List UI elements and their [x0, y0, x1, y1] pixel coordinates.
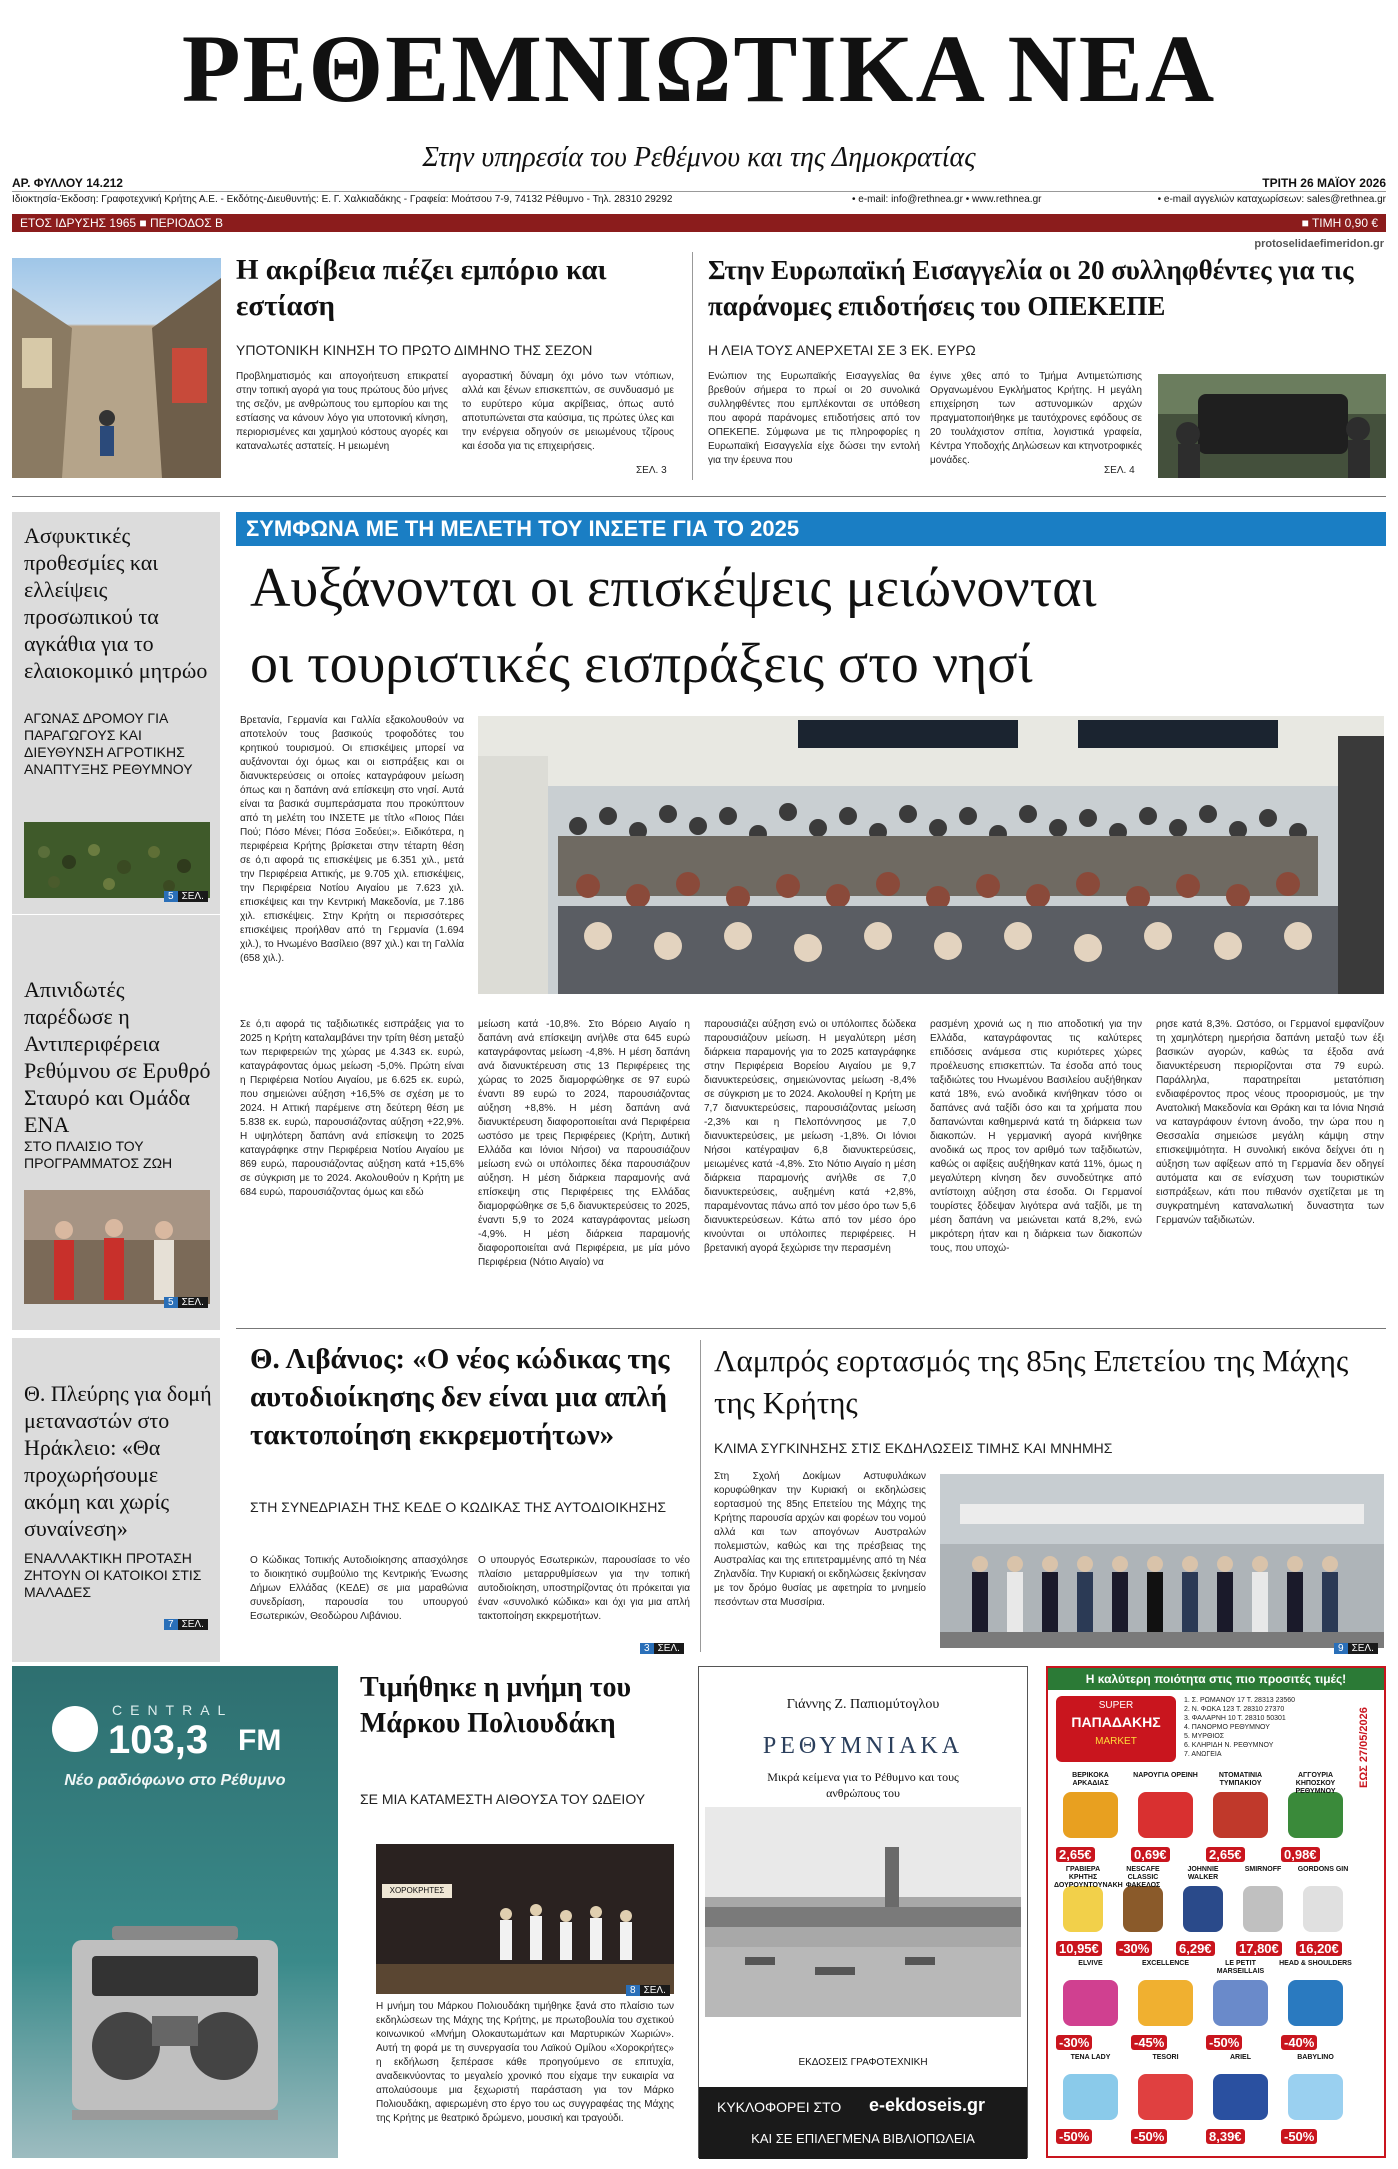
page-number: 8	[626, 1985, 640, 1996]
divider	[692, 252, 693, 480]
radio-brand: CENTRAL	[112, 1702, 234, 1718]
book-publisher: ΕΚΔΟΣΕΙΣ ΓΡΑΦΟΤΕΧΝΙΚΗ	[798, 2057, 928, 2068]
market-ad	[1046, 1666, 1386, 2158]
book-author: Γιάννης Ζ. Παπιομύτογλου	[786, 1697, 940, 1712]
product-card	[1279, 1960, 1352, 2052]
top-right-ref: ΣΕΛ. 4	[1104, 465, 1135, 476]
ceremony-photo	[940, 1474, 1384, 1648]
product-name: TENA LADY	[1070, 2054, 1111, 2061]
mid-left-page-ref	[640, 1636, 684, 1656]
product-card	[1129, 1960, 1202, 2052]
lead-headline-line1: Αυξάνονται οι επισκέψεις μειώνονται	[250, 557, 1097, 619]
product-image	[1063, 2074, 1118, 2120]
lead-col2: μείωση κατά -10,8%. Στο Βόρειο Αιγαίο η δαπάνη ανά επίσκεψη ανήλθε στα 645 ευρώ καταγράφοντας μείωση -4,8%. Η μέση δαπάνη ανά διανυκτέρευση στις 13 Περιφέρειες της χώρας το 2025 διαμορφώθηκε σε 97 ευρώ έναντι 89 ευρώ το 2024, παρουσιάζοντας αύξηση +8,8%. Η μέση δαπάνη ανά διανυκτέρευση διαφοροποιείται ανά Περιφέρεια ωστόσο με τρεις Περιφέρειες (Κρήτη, Δυτική Ελλάδα και Ιόνιοι Νήσοι) να παρουσιάζουν μείωση ενώ οι υπόλοιπες δέκα παρουσιάζουν αύξηση. Η μέση διάρκεια παραμονής ανά επίσκεψη στις Περιφέρειες της Ελλάδας διαμορφώθηκε σε 5,6 διανυκτερεύσεις το 2025, έναντι 5,9 το 2024 καταγράφοντας μείωση -4,9%. Η μέση διάρκεια παραμονής διαφοροποιείται ανά Περιφέρεια, με μία μόνο Περιφέρεια (Νότιο Αιγαίο) να	[478, 1019, 690, 1268]
product-price: -40%	[1281, 2035, 1317, 2050]
mid-left-col2: Ο υπουργός Εσωτερικών, παρουσίασε το νέο πλαίσιο μεταρρυθμίσεων για την τοπική αυτοδιοίκηση, υποστηρίζοντας ότι πρόκειται για έναν «συνολικό κώδικα» και όχι για μια απλή τακτοποίηση εκκρεμοτήτων.	[478, 1555, 690, 1622]
product-price: -45%	[1131, 2035, 1167, 2050]
stage-banner: ΧΟΡΟΚΡΗΤΕΣ	[382, 1884, 452, 1898]
market-logo	[1056, 1696, 1176, 1762]
product-card	[1174, 1866, 1232, 1958]
product-image	[1303, 1886, 1343, 1932]
market-stores	[1184, 1696, 1364, 1759]
meta-row-bottom	[12, 194, 1386, 210]
market-banner: Η καλύτερη ποιότητα στις πιο προσιτές τιμές!	[1048, 1668, 1384, 1690]
lead-col1: Σε ό,τι αφορά τις ταξιδιωτικές εισπράξεις για το 2025 η Κρήτη καταλαμβάνει την τρίτη θέση μεταξύ των περιφερειών της χώρας με 4.343 εκ. ευρώ, καταγράφοντας όμως μείωση -5,0%. Πρώτη είναι η Περιφέρεια Νοτίου Αιγαίου, με 6.625 εκ. ευρώ, που σημειώνει αύξηση +16,5% σε σχέση με το 2024. Η Αττική παρέμεινε στη δεύτερη θέση με 5.838 εκ. ευρώ, παρουσιάζοντας αύξηση +22,9%. Η υψηλότερη δαπάνη ανά επίσκεψη το 2025 καταγράφηκε στην Περιφέρεια Νοτίου Αιγαίου με 869 ευρώ, παρουσιάζοντας αύξηση κατά +15,6% σε σύγκριση με το 2024. Ακολουθούν η Κρήτη με 684 ευρώ, παρουσιάζοντας όμως και εδώ	[240, 1019, 464, 1198]
radio-set-icon	[62, 1926, 288, 2126]
book-site-link[interactable]: e-ekdoseis.gr	[869, 2095, 986, 2115]
product-card	[1129, 1772, 1202, 1864]
memory-kicker: ΣΕ ΜΙΑ ΚΑΤΑΜΕΣΤΗ ΑΙΘΟΥΣΑ ΤΟΥ ΩΔΕΙΟΥ	[360, 1791, 646, 1807]
store-line: 7. ΑΝΩΓΕΙΑ	[1184, 1751, 1222, 1758]
product-card	[1204, 1960, 1277, 2052]
sidebar-item-2-kicker: ΣΤΟ ΠΛΑΙΣΙΟ ΤΟΥ ΠΡΟΓΡΑΜΜΑΤΟΣ ΖΩΗ	[24, 1138, 173, 1171]
divider	[12, 914, 220, 915]
product-image	[1288, 1792, 1343, 1838]
product-image	[1213, 1792, 1268, 1838]
market-brand: ΠΑΠΑΔΑΚΗΣ	[1071, 1714, 1161, 1730]
product-image	[1288, 2074, 1343, 2120]
product-price: 0,98€	[1281, 1847, 1320, 1862]
radio-tagline: Νέο ραδιόφωνο στο Ρέθυμνο	[64, 1772, 286, 1789]
mid-right-col1: Στη Σχολή Δοκίμων Αστυφυλάκων κορυφώθηκαν την Κυριακή οι εκδηλώσεις εορτασμού της 85ης Επετείου της Μάχης της Κρήτης παρουσία αρχών και φορέων του νομού αλλά και των απογόνων Αυστραλών πολεμιστών, καθώς και της πρέσβειας της Αυστραλίας και της επιτετραμμένης από τη Νέα Ζηλανδία. Την Κυριακή οι εκδηλώσεις ξεκίνησαν με τον δρόμο θυσίας με αφετηρία το μνημείο πεσόντων στα Μυσσίρια.	[714, 1471, 926, 1608]
memory-page-ref	[626, 1978, 670, 1998]
divider	[12, 496, 1386, 497]
masthead-subtitle: Στην υπηρεσία του Ρεθέμνου και της Δημοκρατίας	[422, 142, 976, 173]
product-card	[1054, 1772, 1127, 1864]
masthead-title: ΡΕΘΕΜΝΙΩΤΙΚΑ ΝΕΑ	[181, 15, 1217, 122]
product-image	[1138, 2074, 1193, 2120]
product-name: GORDONS GIN	[1297, 1866, 1349, 1873]
book-ad	[698, 1666, 1028, 2158]
product-image	[1213, 1980, 1268, 2026]
source-text: protoselidaefimeridon.gr	[1254, 238, 1384, 250]
police-photo	[1158, 374, 1386, 478]
product-name: ΝΤΟΜΑΤΙΝΙΑ ΤΥΜΠΑΚΙΟΥ	[1218, 1772, 1263, 1787]
product-image	[1138, 1792, 1193, 1838]
mid-right-page-ref	[1334, 1636, 1378, 1656]
lead-intro: Βρετανία, Γερμανία και Γαλλία εξακολουθούν να αποτελούν τους βασικούς τροφοδότες του κρητικού τουρισμού. Οι επισκέψεις μπορεί να αυξάνονται όχι όμως και οι εισπράξεις και οι διανυκτερεύσεις οι οποίες καταγράφουν μείωση όπως και η δαπάνη ανά επίσκεψη στο νησί. Αυτά είναι τα βασικά συμπεράσματα που προκύπτουν από τη μελέτη του ΙΝΣΕΤΕ με τίτλο «Ποιος Πάει Πού; Πόσο Μένει; Πόσα Ξοδεύει;». Ειδικότερα, η περιφέρεια Κρήτης βρίσκεται στην τέταρτη θέση σε ό,τι αφορά τις επισκέψεις με 6.351 χιλ., μετά την Περιφέρεια Αττικής, με 9.705 χιλ. επισκέψεις, την Περιφέρεια Νοτίου Αιγαίου με 7.623 χιλ. επισκέψεις και την Κεντρική Μακεδονία, με 7.186 χιλ. επισκέψεις. Στην Κρήτη οι περισσότερες επισκέψεις προήλθαν από τη Γερμανία (1.694 χιλ.), το Ηνωμένο Βασίλειο (897 χιλ.) και τη Γαλλία (658 χιλ.).	[240, 715, 464, 964]
product-image	[1138, 1980, 1193, 2026]
founded-bar	[12, 214, 1386, 232]
publisher-info: Ιδιοκτησία-Έκδοση: Γραφοτεχνική Κρήτης Α.Ε. - Εκδότης-Διευθυντής: Ε. Γ. Χαλκιαδάκης - Γραφεία: Μοάτσου 7-9, 74132 Ρέθυμνο - Τηλ. 28310 29292	[12, 194, 673, 205]
product-price: 2,65€	[1056, 1847, 1095, 1862]
store-line: 2. Ν. ΦΩΚΑ 123 Τ. 28310 27370	[1184, 1706, 1285, 1713]
memory-body: Η μνήμη του Μάρκου Πολιουδάκη τιμήθηκε ξανά στο πλαίσιο των εκδηλώσεων της Μάχης της Κρήτης, με πρωτοβουλία του σχετικού κοινωνικού «Μνήμη Ολοκαυτωμάτων και Μαρτυρικών Χωριών». Αυτή τη φορά με τη συνεργασία του Λαϊκού Ομίλου «Χοροκρήτες» η εκδήλωση ξεπέρασε κάθε προηγούμενο σε επιτυχία, αναδεικνύοντας το μεγαλείο χρονικό που είχαμε την ευκαιρία να απολαύσουμε μια ξεχωριστή παράσταση για τον Μάρκο Πολιουδάκη, αφιερωμένη στο έργο του ως συγγραφέας της Μάχης της Κρήτης με θεατρικό δρώμενο, μουσική και τραγούδι.	[376, 2001, 674, 2124]
product-name: LE PETIT MARSEILLAIS	[1216, 1960, 1265, 1975]
product-image	[1063, 1980, 1118, 2026]
store-line: 3. ΦΑΛΑΡΝΗ 10 Τ. 28310 50301	[1184, 1715, 1286, 1722]
product-price: -50%	[1281, 2129, 1317, 2144]
product-price: -50%	[1056, 2129, 1092, 2144]
memory-headline: Τιμήθηκε η μνήμη του Μάρκου Πολιουδάκη	[360, 1672, 632, 1739]
sidebar-item-1-page-ref	[164, 884, 208, 904]
product-card	[1234, 1866, 1292, 1958]
product-image	[1213, 2074, 1268, 2120]
defibrillator-photo	[24, 1190, 210, 1304]
radio-fm: FM	[238, 1724, 282, 1757]
book-subtitle: Μικρά κείμενα για το Ρέθυμνο και τους ανθρώπους του	[767, 1770, 959, 1800]
product-card	[1204, 2054, 1277, 2146]
issue-number: ΑΡ. ΦΥΛΛΟΥ 14.212	[12, 176, 123, 190]
sidebar-item-3-title: Θ. Πλεύρης για δομή μεταναστών στο Ηράκλειο: «Θα προχωρήσουμε ακόμη και χωρίς συναίνεση»	[24, 1381, 212, 1541]
product-price: 16,20€	[1296, 1941, 1342, 1956]
sidebar-item-3-page-ref	[164, 1612, 208, 1632]
top-right-kicker: Η ΛΕΙΑ ΤΟΥΣ ΑΝΕΡΧΕΤΑΙ ΣΕ 3 ΕΚ. ΕΥΡΩ	[708, 342, 976, 358]
divider	[236, 1328, 1386, 1329]
top-left-headline: Η ακρίβεια πιέζει εμπόριο και εστίαση	[236, 254, 607, 322]
top-left-ref: ΣΕΛ. 3	[636, 465, 667, 476]
product-name: ΓΡΑΒΙΕΡΑ ΚΡΗΤΗΣ ΔΟΥΡΟΥΝΤΟΥΝΑΚΗ	[1054, 1866, 1123, 1889]
lead-col3: παρουσιάζει αύξηση ενώ οι υπόλοιπες δώδεκα παρουσιάζουν μείωση. Η μεγαλύτερη μέση διάρκεια παραμονής για το 2025 καταγράφηκε στην Περιφέρεια Βορείου Αιγαίου με 9,7 διανυκτερεύσεις, σημειώνοντας μείωση -8,4% σε σύγκριση με το 2024. Ακολουθεί η Κρήτη με 7,7 διανυκτερεύσεις, παρουσιάζοντας μείωση -2,3% και η Πελοπόννησος με 7,0 διανυκτερεύσεις, με μείωση -1,8%. Οι Ιόνιοι Νήσοι κατέγραψαν 6,8 διανυκτερεύσεις, μειωμένες κατά -4,8%. Στο Νότιο Αιγαίο η μέση διάρκεια παραμονής ανήλθε σε 7,0 διανυκτερεύσεις, αυξημένη κατά +2,8%, παραμένοντας πάνω από τον μέσο όρο των 5,6 διανυκτερεύσεων. Κάτω από τον μέσο όρο κινούνται οι υπόλοιπες περιφέρειες. Η βρετανική αγορά ξεχώρισε την περασμένη	[704, 1019, 916, 1254]
radio-ad	[12, 1666, 338, 2158]
page-label: ΣΕΛ.	[178, 1619, 208, 1630]
sidebar-item-1-title: Ασφυκτικές προθεσμίες και ελλείψεις προσωπικού τα αγκάθια για το ελαιοκομικό μητρώο	[24, 523, 208, 683]
sidebar-item-1-kicker: ΑΓΩΝΑΣ ΔΡΟΜΟΥ ΓΙΑ ΠΑΡΑΓΩΓΟΥΣ ΚΑΙ ΔΙΕΥΘΥΝΣΗ ΑΓΡΟΤΙΚΗΣ ΑΝΑΠΤΥΞΗΣ ΡΕΘΥΜΝΟΥ	[24, 710, 193, 777]
radio-logo-icon	[52, 1706, 98, 1752]
product-price: 2,65€	[1206, 1847, 1245, 1862]
founded-text: ΕΤΟΣ ΙΔΡΥΣΗΣ 1965 ■ ΠΕΡΙΟΔΟΣ Β	[20, 216, 223, 230]
price-text: ■ ΤΙΜΗ 0,90 €	[1301, 216, 1378, 230]
store-line: 1. Σ. ΡΩΜΑΝΟΥ 17 Τ. 28313 23560	[1184, 1697, 1296, 1704]
page-number: 7	[164, 1619, 178, 1630]
top-right-col1: Ενώπιον της Ευρωπαϊκής Εισαγγελίας θα βρεθούν σήμερα το πρωί οι 20 συνολικά συλληφθέντες που εμπλέκονται σε υπόθεση που αφορά παράνομες επιδοτήσεις από τον ΟΠΕΚΕΠΕ. Σύμφωνα με τις πληροφορίες η Ευρωπαϊκή Εισαγγελία είχε δώσει την εντολή για την έρευνα που	[708, 371, 920, 466]
product-card	[1204, 1772, 1277, 1864]
top-right-col2: έγινε χθες από το Τμήμα Αντιμετώπισης Οργανωμένου Εγκλήματος Κρήτης. Η μεγάλη επιχείρηση των αστυνομικών αρχών πραγματοποιήθηκε με ταυτόχρονες εφόδους σε 20 τουλάχιστον σπίτια, λογιστικά γραφεία, Κέντρα Υποδοχής Δηλώσεων και κτηνοτροφικές μονάδες.	[930, 371, 1142, 466]
product-image	[1123, 1886, 1163, 1932]
airport-crowd-photo	[478, 716, 1384, 994]
market-super: SUPER	[1098, 1700, 1134, 1711]
product-name: BABYLINO	[1297, 2054, 1334, 2061]
divider	[12, 1330, 220, 1338]
mid-left-headline: Θ. Λιβάνιος: «Ο νέος κώδικας της αυτοδιοίκησης δεν είναι μια απλή τακτοποίηση εκκρεμοτήτων»	[250, 1343, 670, 1451]
store-line: 4. ΠΑΝΟΡΜΟ ΡΕΘΥΜΝΟΥ	[1184, 1724, 1270, 1731]
lead-headline-line2: οι τουριστικές εισπράξεις στο νησί	[250, 633, 1033, 695]
mid-right-kicker: ΚΛΙΜΑ ΣΥΓΚΙΝΗΣΗΣ ΣΤΙΣ ΕΚΔΗΛΩΣΕΙΣ ΤΙΜΗΣ ΚΑΙ ΜΝΗΜΗΣ	[714, 1440, 1113, 1456]
product-name: ELVIVE	[1078, 1960, 1103, 1967]
product-price: 17,80€	[1236, 1941, 1282, 1956]
theater-photo	[376, 1844, 674, 1994]
product-card	[1054, 1960, 1127, 2052]
book-available-label: ΚΥΚΛΟΦΟΡΕΙ ΣΤΟ	[717, 2099, 842, 2115]
product-card	[1054, 2054, 1127, 2146]
product-card	[1114, 1866, 1172, 1958]
product-image	[1288, 1980, 1343, 2026]
product-card	[1279, 1772, 1352, 1864]
page-number: 5	[164, 1297, 178, 1308]
product-price: -50%	[1131, 2129, 1167, 2144]
product-name: HEAD & SHOULDERS	[1279, 1960, 1352, 1967]
product-name: ARIEL	[1230, 2054, 1251, 2061]
lead-col4: ρασμένη χρονιά ως η πιο αποδοτική για την Ελλάδα, καταγράφοντας τις καλύτερες επιδόσεις ανάμεσα στις κυριότερες χώρες προέλευσης επισκεπτών. Τα έσοδα από τους ταξιδιώτες του Ηνωμένου Βασιλείου αυξήθηκαν κατά 18%, ενώ ανοδικά κινήθηκαν τόσο οι δαπάνες ανά ταξίδι όσο και τα χρήματα που δαπανώνται καθημερινά κατά τη διάρκεια των διακοπών. Η γερμανική αγορά κινήθηκε ανοδικά ως προς τον αριθμό των ταξιδιωτών, καθώς οι αφίξεις αυξήθηκαν κατά 11%, όμως η μεγαλύτερη κίνηση δεν συνοδεύτηκε από αντίστοιχη αύξηση στα έσοδα. Οι Γερμανοί τουρίστες ξόδεψαν λιγότερα ανά ταξίδι, με τη μέση δαπάνη να μειώνεται κατά 8,2%, ενώ μικρότερη ήταν και η διάρκεια των διακοπών τους, που υποχώ-	[930, 1019, 1142, 1254]
top-right-headline: Στην Ευρωπαϊκή Εισαγγελία οι 20 συλληφθέντες για τις παράνομες επιδοτήσεις του ΟΠΕΚΕΠΕ	[708, 255, 1354, 321]
product-name: EXCELLENCE	[1141, 1960, 1190, 1967]
product-grid	[1054, 1772, 1354, 2154]
street-photo	[12, 258, 221, 478]
harbor-photo	[705, 1807, 1021, 2017]
product-name: TESORI	[1152, 2054, 1179, 2061]
product-card	[1054, 1866, 1123, 1958]
page-label: ΣΕΛ.	[640, 1985, 670, 1996]
ads-email: • e-mail αγγελιών καταχωρίσεων: sales@rethnea.gr	[1157, 194, 1386, 205]
top-left-kicker: ΥΠΟΤΟΝΙΚΗ ΚΙΝΗΣΗ ΤΟ ΠΡΩΤΟ ΔΙΜΗΝΟ ΤΗΣ ΣΕΖΟΝ	[236, 342, 593, 358]
store-line: 5. ΜΥΡΘΙΟΣ	[1184, 1733, 1225, 1740]
book-title: ΡΕΘΥΜΝΙΑΚΑ	[762, 1733, 964, 1759]
product-image	[1183, 1886, 1223, 1932]
page-number: 3	[640, 1643, 654, 1654]
product-image	[1063, 1792, 1118, 1838]
product-price: -30%	[1116, 1941, 1152, 1956]
product-price: 10,95€	[1056, 1941, 1102, 1956]
radio-frequency: 103,3	[108, 1718, 209, 1762]
book-stores: ΚΑΙ ΣΕ ΕΠΙΛΕΓΜΕΝΑ ΒΙΒΛΙΟΠΩΛΕΙΑ	[751, 2131, 975, 2146]
product-price: -50%	[1206, 2035, 1242, 2050]
product-name: NESCAFE CLASSIC ΦΑΚΕΛΟΣ	[1125, 1866, 1161, 1889]
divider	[700, 1340, 701, 1652]
page-number: 5	[164, 891, 178, 902]
product-name: ΝΑΡΟΥΓΙΑ ΟΡΕΙΝΗ	[1133, 1772, 1198, 1779]
product-image	[1243, 1886, 1283, 1932]
mid-left-col1: Ο Κώδικας Τοπικής Αυτοδιοίκησης απασχόλησε το διοικητικό συμβούλιο της Κεντρικής Ένωσης Δήμων Ελλάδας (ΚΕΔΕ) σε μια μαραθώνια συνεδρίαση, παρουσία του υπουργού Εσωτερικών, Θεοδώρου Λιβάνιου.	[250, 1555, 468, 1622]
product-card	[1294, 1866, 1352, 1958]
lead-kicker: ΣΥΜΦΩΝΑ ΜΕ ΤΗ ΜΕΛΕΤΗ ΤΟΥ ΙΝΣΕΤΕ ΓΙΑ ΤΟ 2025	[236, 512, 1386, 546]
sidebar-item-2-title: Απινιδωτές παρέδωσε η Αντιπεριφέρεια Ρεθύμνου σε Ερυθρό Σταυρό και Ομάδα ΕΝΑ	[24, 977, 211, 1137]
top-left-col1: Προβληματισμός και απογοήτευση επικρατεί στην τοπική αγορά για τους πρώτους δύο μήνες της σεζόν, με ανθρώπους του εμπορίου και της εστίασης να κάνουν λόγο για υποτονική κίνηση, περιορισμένες και χαμηλού κόστους αγορές και καταναλωτές αστατείς. Η μειωμένη	[236, 371, 448, 452]
product-image	[1063, 1886, 1103, 1932]
product-price: 8,39€	[1206, 2129, 1245, 2144]
product-name: SMIRNOFF	[1244, 1866, 1282, 1873]
product-price: 0,69€	[1131, 1847, 1170, 1862]
mid-right-headline: Λαμπρός εορτασμός της 85ης Επετείου της Μάχης της Κρήτης	[714, 1343, 1349, 1420]
product-card	[1279, 2054, 1352, 2146]
meta-row-top	[12, 176, 1386, 192]
lead-col5: ρησε κατά 8,3%. Ωστόσο, οι Γερμανοί εμφανίζουν τη χαμηλότερη ημερήσια δαπάνη μεταξύ των έξι βασικών αγορών, καθώς τα έξοδα ανά διανυκτέρευση περιορίζονται στα 79 ευρώ. Παράλληλα, παρατηρείται μετατόπιση ενδιαφέροντος προς νέους προορισμούς, με την Ανατολική Μακεδονία και Θράκη και τα Ιόνια Νησιά να καταγράφουν έντονη άνοδο, την ώρα που η Θεσσαλία σημειώσε μεγάλη κάμψη στην επισκεψιμότητα. Η συνολική εικόνα δείχνει ότι η αύξηση των αφίξεων από τη Γερμανία δεν οδηγεί αυτόματα και σε ενίσχυση των τουριστικών εισπράξεων, κάτι που πιθανόν σχετίζεται με τη συγκρατημένη καταναλωτική δυναστητα των Γερμανών ταξιδιωτών.	[1156, 1019, 1384, 1226]
product-name: JOHNNIE WALKER	[1187, 1866, 1219, 1881]
product-name: ΑΓΓΟΥΡΙΑ ΚΗΠΟΣΚΟΥ ΡΕΘΥΜΝΟΥ	[1295, 1772, 1336, 1795]
issue-date: ΤΡΙΤΗ 26 ΜΑΪΟΥ 2026	[1262, 176, 1386, 190]
mid-left-kicker: ΣΤΗ ΣΥΝΕΔΡΙΑΣΗ ΤΗΣ ΚΕΔΕ Ο ΚΩΔΙΚΑΣ ΤΗΣ ΑΥΤΟΔΙΟΙΚΗΣΗΣ	[250, 1499, 667, 1515]
page-label: ΣΕΛ.	[1348, 1643, 1378, 1654]
sidebar-item-2-page-ref	[164, 1290, 208, 1310]
market-market: MARKET	[1095, 1736, 1137, 1747]
product-card	[1129, 2054, 1202, 2146]
market-valid: ΕΩΣ 27/05/2026	[1358, 1707, 1370, 1788]
sidebar-item-3-kicker: ΕΝΑΛΛΑΚΤΙΚΗ ΠΡΟΤΑΣΗ ΖΗΤΟΥΝ ΟΙ ΚΑΤΟΙΚΟΙ ΣΤΙΣ ΜΑΛΑΔΕΣ	[24, 1550, 202, 1600]
top-left-col2: αγοραστική δύναμη όχι μόνο των ντόπιων, αλλά και ξένων επισκεπτών, σε συνδυασμό με το ευρύτερο κύμα ακρίβειας, όπως αυτό αποτυπώνεται στα καύσιμα, τις πρώτες ύλες και την ενέργεια οδηγούν σε μειωμένους τζίρους και έσοδα για τις επιχειρήσεις.	[462, 371, 674, 452]
product-name: ΒΕΡΙΚΟΚΑ ΑΡΚΑΔΙΑΣ	[1072, 1772, 1109, 1787]
page-label: ΣΕΛ.	[178, 891, 208, 902]
contact-email: • e-mail: info@rethnea.gr • www.rethnea.gr	[852, 194, 1042, 205]
product-price: 6,29€	[1176, 1941, 1215, 1956]
store-line: 6. ΚΛΗΡΙΔΗ Ν. ΡΕΘΥΜΝΟΥ	[1184, 1742, 1274, 1749]
page-number: 9	[1334, 1643, 1348, 1654]
product-price: -30%	[1056, 2035, 1092, 2050]
page-label: ΣΕΛ.	[654, 1643, 684, 1654]
page-label: ΣΕΛ.	[178, 1297, 208, 1308]
